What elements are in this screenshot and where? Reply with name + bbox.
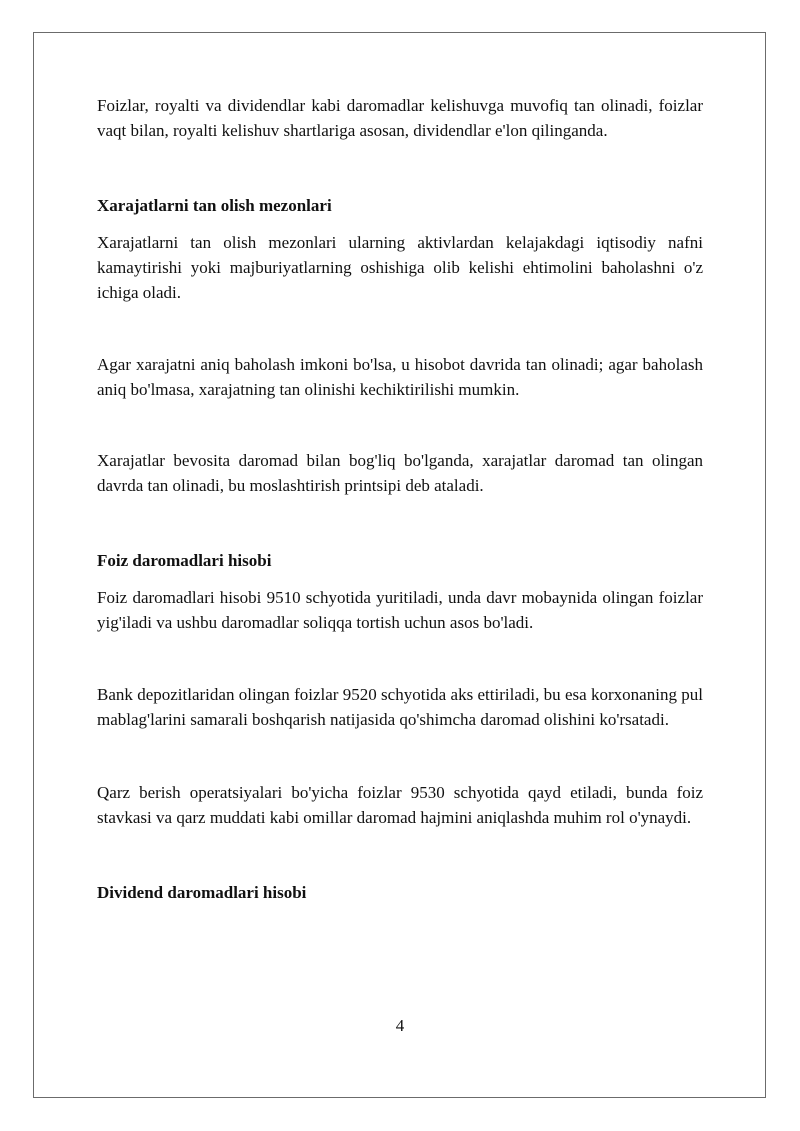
- document-body: [97, 93, 703, 905]
- paragraph-account-9530: Qarz berish operatsiyalari bo'yicha foizlar 9530 schyotida qayd etiladi, bunda foiz stavkasi va qarz muddati kabi omillar daromad hajmini aniqlashda muhim rol o'ynaydi.: [97, 783, 703, 827]
- section-heading-expense-recognition: Xarajatlarni tan olish mezonlari: [97, 196, 332, 215]
- paragraph-expense-criteria: Xarajatlarni tan olish mezonlari ularning aktivlardan kelajakdagi iqtisodiy nafni kamaytirishi yoki majburiyatlarning oshishiga olib kelishi ehtimolini baholashni o'z ichiga oladi.: [97, 233, 703, 302]
- section-heading-interest-income: Foiz daromadlari hisobi: [97, 551, 272, 570]
- paragraph-account-9510: Foiz daromadlari hisobi 9510 schyotida yuritiladi, unda davr mobaynida olingan foizlar yig'iladi va ushbu daromadlar soliqqa tortish uchun asos bo'ladi.: [97, 588, 703, 632]
- paragraph-income-recognition: Foizlar, royalti va dividendlar kabi daromadlar kelishuvga muvofiq tan olinadi, foizlar vaqt bilan, royalti kelishuv shartlariga asosan, dividendlar e'lon qilinganda.: [97, 96, 703, 140]
- paragraph-expense-estimate: Agar xarajatni aniq baholash imkoni bo'lsa, u hisobot davrida tan olinadi; agar baholash aniq bo'lmasa, xarajatning tan olinishi kechiktirilishi mumkin.: [97, 355, 703, 399]
- page-number: 4: [395, 1016, 405, 1035]
- section-heading-dividend-income: Dividend daromadlari hisobi: [97, 883, 307, 902]
- paragraph-matching-principle: Xarajatlar bevosita daromad bilan bog'liq bo'lganda, xarajatlar daromad tan olingan davrda tan olinadi, bu moslashtirish printsipi deb ataladi.: [97, 451, 703, 495]
- paragraph-account-9520: Bank depozitlaridan olingan foizlar 9520 schyotida aks ettiriladi, bu esa korxonaning pul mablag'larini samarali boshqarish natijasida qo'shimcha daromad olishini ko'rsatadi.: [97, 685, 703, 729]
